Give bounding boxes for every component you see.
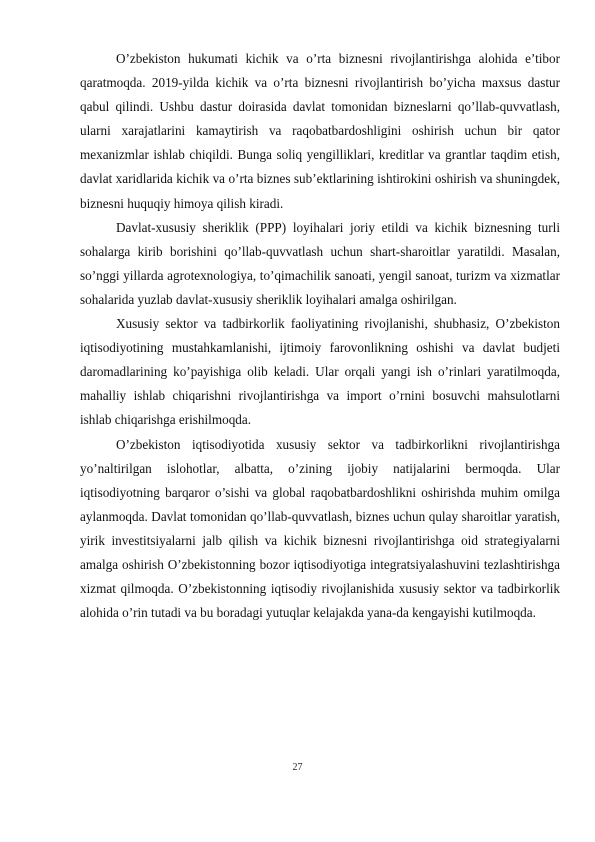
document-body — [80, 47, 560, 625]
paragraph-3: Xususiy sektor va tadbirkorlik faoliyatining rivojlanishi, shubhasiz, O’zbekiston iqtisodiyotining mustahkamlanishi, ijtimoiy farovonlikning oshishi va davlat budjeti daromadlarining ko’payishiga olib keladi. Ular orqali yangi ish o’rinlari yaratilmoqda, mahalliy ishlab chiqarishni rivojlantirishga va import o’rnini bosuvchi mahsulotlarni ishlab chiqarishga erishilmoqda. — [80, 316, 560, 428]
paragraph-1: O’zbekiston hukumati kichik va o’rta biznesni rivojlantirishga alohida e’tibor qaratmoqda. 2019-yilda kichik va o’rta biznesni rivojlantirish bo’yicha maxsus dastur qabul qilindi. Ushbu dastur doirasida davlat tomonidan bizneslarni qo’llab-quvvatlash, ularni xarajatlarini kamaytirish va raqobatbardoshligini oshirish uchun bir qator mexanizmlar ishlab chiqildi. Bunga soliq yengilliklari, kreditlar va grantlar taqdim etish, davlat xaridlarida kichik va o’rta biznes sub’ektlarining ishtirokini oshirish va shuningdek, biznesni huquqiy himoya qilish kiradi. — [80, 51, 560, 211]
paragraph-4: O’zbekiston iqtisodiyotida xususiy sektor va tadbirkorlikni rivojlantirishga yo’naltirilgan islohotlar, albatta, o’zining ijobiy natijalarini bermoqda. Ular iqtisodiyotning barqaror o’sishi va global raqobatbardoshlikni oshirishda muhim omilga aylanmoqda. Davlat tomonidan qo’llab-quvvatlash, biznes uchun qulay sharoitlar yaratish, yirik investitsiyalarni jalb qilish va kichik biznesni rivojlantirishga oid strategiyalarni amalga oshirish O’zbekistonning bozor iqtisodiyotiga integratsiyalashuvini tezlashtirishga xizmat qilmoqda. O’zbekistonning iqtisodiy rivojlanishida xususiy sektor va tadbirkorlik alohida o’rin tutadi va bu boradagi yutuqlar kelajakda yana-da kengayishi kutilmoqda. — [80, 436, 560, 621]
page-number: 27 — [292, 762, 303, 773]
paragraph-2: Davlat-xususiy sheriklik (PPP) loyihalari joriy etildi va kichik biznesning turli sohalarga kirib borishini qo’llab-quvvatlash uchun shart-sharoitlar yaratildi. Masalan, so’nggi yillarda agrotexnologiya, to’qimachilik sanoati, yengil sanoat, turizm va xizmatlar sohalarida yuzlab davlat-xususiy sheriklik loyihalari amalga oshirilgan. — [80, 219, 560, 307]
